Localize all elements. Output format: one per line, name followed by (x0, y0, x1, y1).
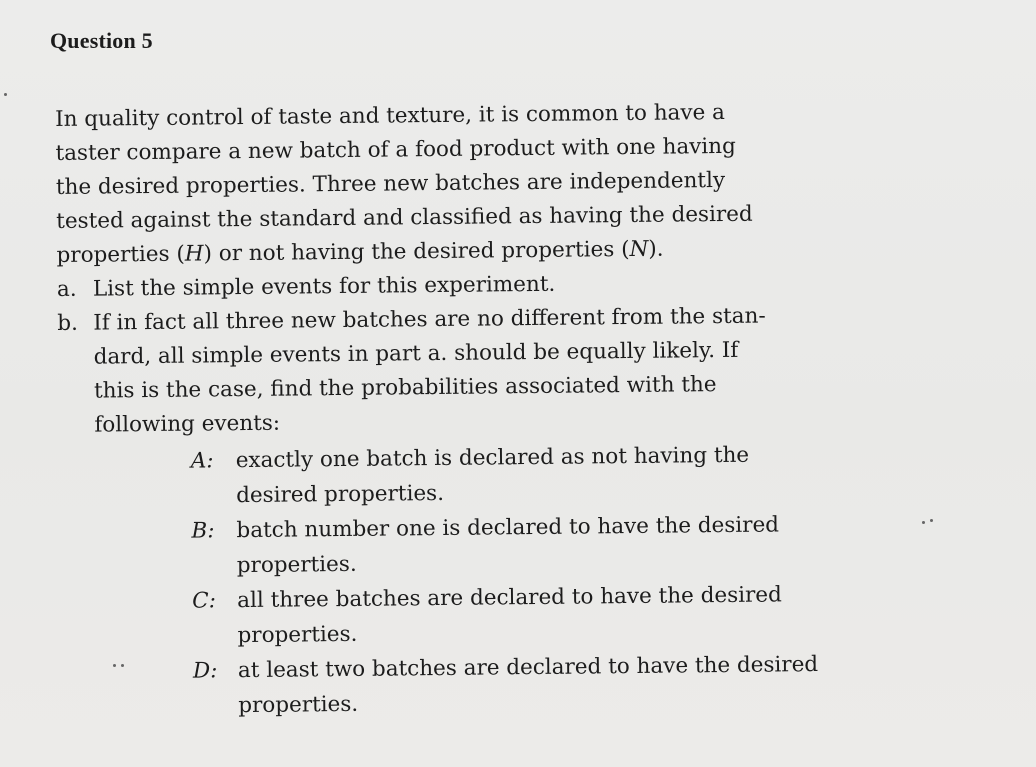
variable-h: H (184, 241, 204, 267)
part-a-marker: a. (56, 276, 77, 302)
event-text: all three batches are declared to have the desired (237, 582, 782, 614)
part-b-line: this is the case, find the probabilities associated with the (93, 372, 717, 404)
text-fragment: properties ( (56, 241, 185, 268)
event-label: A: (190, 448, 214, 474)
event-label: C: (192, 588, 217, 614)
intro-last-line (56, 237, 663, 268)
part-a-text: List the simple events for this experiment. (92, 271, 556, 302)
margin-mark (922, 521, 925, 524)
margin-mark (4, 93, 7, 96)
event-c (192, 576, 961, 654)
event-d (193, 646, 962, 724)
event-list (59, 436, 962, 725)
event-text: properties. (237, 621, 358, 649)
intro-paragraph (55, 94, 957, 273)
margin-mark (113, 664, 116, 667)
text-fragment: ) or not having the desired properties ( (203, 236, 630, 267)
part-b-line: following events: (94, 410, 281, 438)
intro-line: taster compare a new batch of a food product with one having (55, 133, 736, 166)
event-b (191, 506, 960, 584)
event-label: B: (191, 518, 215, 544)
text-fragment: ). (648, 236, 664, 262)
question-title: Question 5 (50, 28, 153, 53)
part-b (57, 298, 958, 443)
part-b-marker: b. (57, 310, 79, 336)
intro-line: In quality control of taste and texture, it is common to have a (55, 99, 726, 132)
intro-line: the desired properties. Three new batches are independently (55, 167, 726, 200)
margin-mark (121, 664, 124, 667)
event-text: at least two batches are declared to have the desired (237, 652, 819, 684)
part-b-line: dard, all simple events in part a. should be equally likely. If (93, 337, 739, 370)
event-text: batch number one is declared to have the desired (236, 512, 780, 544)
event-text: exactly one batch is declared as not having the (235, 442, 750, 474)
part-b-line: If in fact all three new batches are no different from the stan- (93, 303, 766, 336)
variable-n: N (629, 236, 649, 262)
question-body (55, 94, 961, 725)
event-label: D: (192, 658, 218, 684)
intro-line: tested against the standard and classified as having the desired (56, 201, 753, 234)
event-a (191, 436, 960, 514)
margin-mark (930, 519, 933, 522)
event-text: properties. (238, 691, 359, 719)
event-text: desired properties. (235, 480, 445, 509)
event-text: properties. (236, 551, 357, 579)
